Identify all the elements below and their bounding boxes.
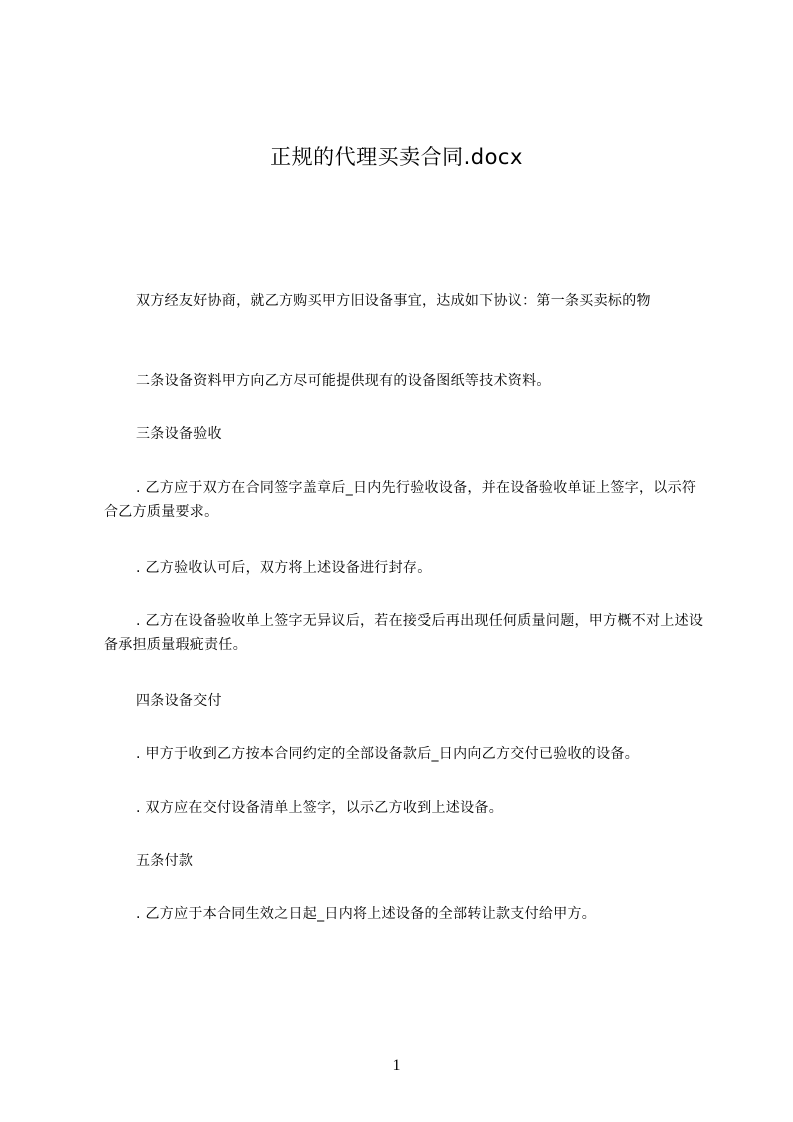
paragraph-article-3-item-3: . 乙方在设备验收单上签字无异议后，若在接受后再出现任何质量问题，甲方概不对上述设备承担质量瑕疵责任。	[104, 613, 704, 653]
heading-article-5: 五条付款	[136, 853, 194, 869]
paragraph-article-3-item-2: . 乙方验收认可后，双方将上述设备进行封存。	[136, 560, 432, 576]
heading-article-4: 四条设备交付	[136, 693, 222, 709]
paragraph-article-3-item-1: . 乙方应于双方在合同签字盖章后_日内先行验收设备，并在设备验收单证上签字，以示符合乙方质量要求。	[104, 480, 697, 520]
paragraph-intro: 双方经友好协商，就乙方购买甲方旧设备事宜，达成如下协议：第一条买卖标的物	[136, 293, 651, 309]
paragraph-article-5-item-1: . 乙方应于本合同生效之日起_日内将上述设备的全部转让款支付给甲方。	[136, 906, 597, 922]
paragraph-article-4-item-1: . 甲方于收到乙方按本合同约定的全部设备款后_日内向乙方交付已验收的设备。	[136, 746, 639, 762]
page-number: 1	[392, 1057, 401, 1074]
paragraph-article-4-item-2: . 双方应在交付设备清单上签字，以示乙方收到上述设备。	[136, 800, 503, 816]
paragraph-article-2: 二条设备资料甲方向乙方尽可能提供现有的设备图纸等技术资料。	[136, 373, 551, 389]
heading-article-3: 三条设备验收	[136, 426, 222, 442]
document-title: 正规的代理买卖合同.docx	[270, 145, 523, 169]
